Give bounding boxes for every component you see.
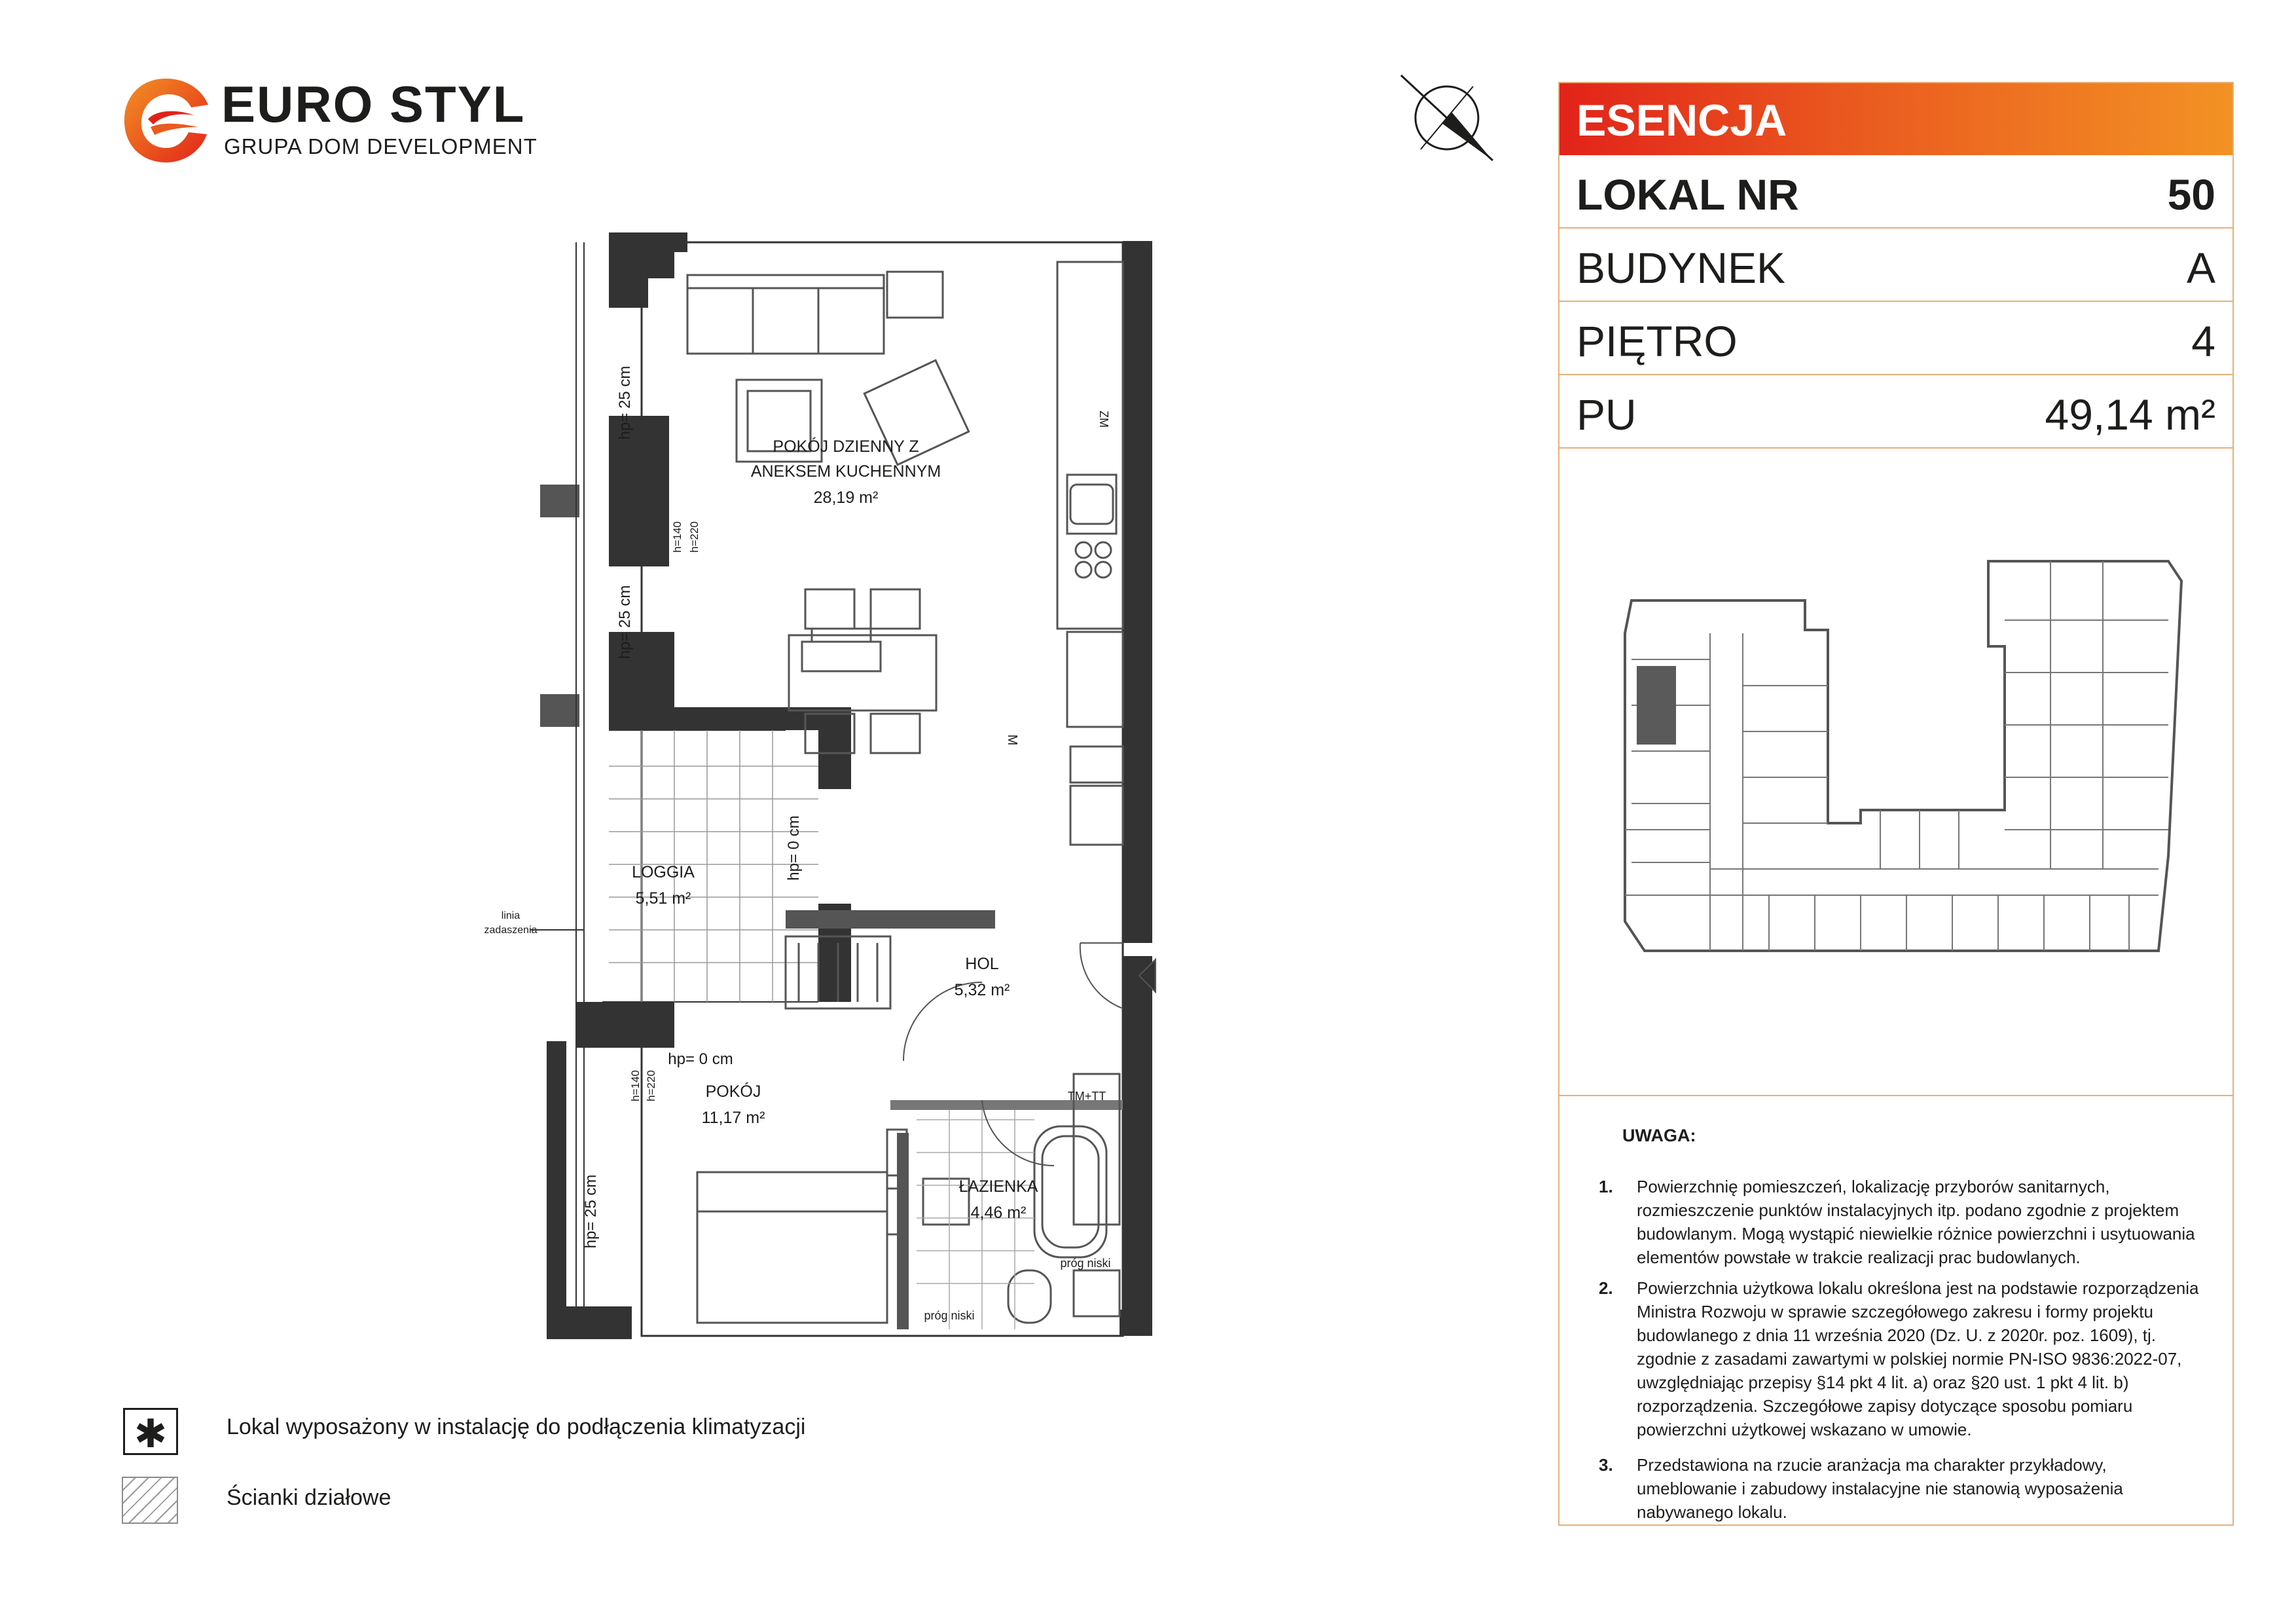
note-number: 2. bbox=[1599, 1278, 1613, 1298]
room-label: POKÓJ DZIENNY Z bbox=[773, 437, 919, 456]
room-label: POKÓJ bbox=[705, 1082, 761, 1101]
info-row-floor bbox=[1559, 302, 2232, 375]
info-value: 4 bbox=[2191, 317, 2215, 365]
room-area: 11,17 m² bbox=[701, 1109, 765, 1127]
info-label: PIĘTRO bbox=[1576, 317, 1738, 365]
highlighted-unit bbox=[1637, 666, 1676, 745]
window-height-label: h=220 bbox=[645, 1070, 657, 1101]
euro-styl-logo-icon bbox=[117, 72, 215, 170]
info-label: PU bbox=[1576, 390, 1637, 439]
info-label: BUDYNEK bbox=[1576, 244, 1786, 292]
info-row-area bbox=[1559, 375, 2232, 449]
threshold-height-label: hp= 25 cm bbox=[616, 585, 634, 659]
room-label: HOL bbox=[965, 955, 999, 973]
compass-north-arrow-icon bbox=[1394, 72, 1499, 164]
project-name: ESENCJA bbox=[1576, 96, 1787, 145]
notes-title: UWAGA: bbox=[1622, 1126, 1696, 1145]
note-text: Powierzchnię pomieszczeń, lokalizację przyborów sanitarnych, rozmieszczenie punktów instalacyjnych itp. podano zgodnie z projektem budowlanym. Mogą wystąpić niewielkie różnice powierzchni i usytuowania elementów powstałe w trakcie realizacji prac budowlanych. bbox=[1637, 1177, 2195, 1267]
room-area: 4,46 m² bbox=[970, 1204, 1027, 1222]
sofa bbox=[687, 288, 884, 354]
info-panel bbox=[1558, 82, 2234, 1526]
stove-top bbox=[887, 272, 943, 318]
brand-subtitle: GRUPA DOM DEVELOPMENT bbox=[224, 134, 538, 158]
window-height-label: h=140 bbox=[629, 1070, 642, 1101]
window-height-label: h=220 bbox=[688, 521, 701, 553]
brand-name: EURO STYL bbox=[221, 75, 526, 133]
room-label: LOGGIA bbox=[632, 863, 695, 881]
partition-walls-legend-box bbox=[122, 1477, 178, 1524]
ac-legend-text: Lokal wyposażony w instalację do podłączenia klimatyzacji bbox=[227, 1414, 806, 1439]
threshold-height-label: hp= 0 cm bbox=[668, 1050, 733, 1068]
room-label: ANEKSEM KUCHENNYM bbox=[750, 462, 941, 481]
info-value: 50 bbox=[2167, 170, 2215, 219]
roof-line-label: zadaszenia bbox=[484, 925, 538, 936]
dishwasher-label: ZM bbox=[1097, 411, 1110, 428]
threshold-height-label: hp= 25 cm bbox=[616, 365, 634, 440]
bed bbox=[697, 1172, 887, 1323]
ac-legend-box bbox=[123, 1408, 178, 1455]
threshold-height-label: hp= 0 cm bbox=[785, 815, 803, 881]
low-threshold-label: próg niski bbox=[924, 1309, 975, 1322]
info-value: 49,14 m² bbox=[2045, 390, 2215, 439]
partition-walls-legend-text: Ścianki działowe bbox=[227, 1485, 392, 1510]
note-item bbox=[1599, 1175, 2201, 1273]
washing-machine-label: M bbox=[1005, 734, 1019, 746]
info-value: A bbox=[2186, 244, 2215, 292]
tm-tt-label: TM+TT bbox=[1067, 1090, 1106, 1103]
window-height-label: h=140 bbox=[671, 521, 683, 553]
info-row-building bbox=[1559, 229, 2232, 302]
notes-section bbox=[1559, 1095, 2232, 1522]
asterisk-icon: ✱ bbox=[134, 1412, 168, 1456]
bench bbox=[802, 642, 881, 671]
note-number: 1. bbox=[1599, 1177, 1613, 1196]
low-threshold-label: próg niski bbox=[1060, 1257, 1111, 1270]
threshold-height-label: hp= 25 cm bbox=[582, 1174, 600, 1249]
note-text: Przedstawiona na rzucie aranżacja ma charakter przykładowy, umeblowanie i zabudowy instalacyjne nie stanowią wyposażenia nabywanego lokalu. bbox=[1637, 1455, 2123, 1522]
info-row-unit bbox=[1559, 155, 2232, 229]
room-label: ŁAZIENKA bbox=[958, 1177, 1038, 1196]
project-header bbox=[1559, 83, 2232, 155]
building-key-plan bbox=[1605, 555, 2195, 961]
roof-line-label: linia bbox=[501, 910, 520, 921]
euro-styl-logo bbox=[117, 72, 536, 170]
note-item bbox=[1599, 1453, 2201, 1525]
info-label: LOKAL NR bbox=[1576, 170, 1799, 219]
note-text: Powierzchnia użytkowa lokalu określona jest na podstawie rozporządzenia Ministra Rozwoju w sprawie szczegółowego zakresu i formy projektu budowlanego z dnia 11 września 2020 (Dz. U. z 2020r. poz. 1609), tj. zgodnie z zasadami zawartymi w polskiej normie PN-ISO 9836:2022-07, uwzględniając przepisy §14 pkt 4 lit. a) oraz §20 ust. 1 pkt 4 lit. b) rozporządzenia. Szczegółowe zapisy dotyczące sposobu pomiaru powierzchni użytkowej wskazano w umowie. bbox=[1637, 1278, 2199, 1439]
note-number: 3. bbox=[1599, 1455, 1613, 1475]
room-area: 5,51 m² bbox=[635, 889, 691, 908]
room-area: 28,19 m² bbox=[813, 489, 879, 507]
floor-plan bbox=[484, 223, 1165, 1375]
note-item bbox=[1599, 1276, 2201, 1447]
room-area: 5,32 m² bbox=[954, 981, 1010, 999]
dining-table bbox=[789, 635, 936, 710]
